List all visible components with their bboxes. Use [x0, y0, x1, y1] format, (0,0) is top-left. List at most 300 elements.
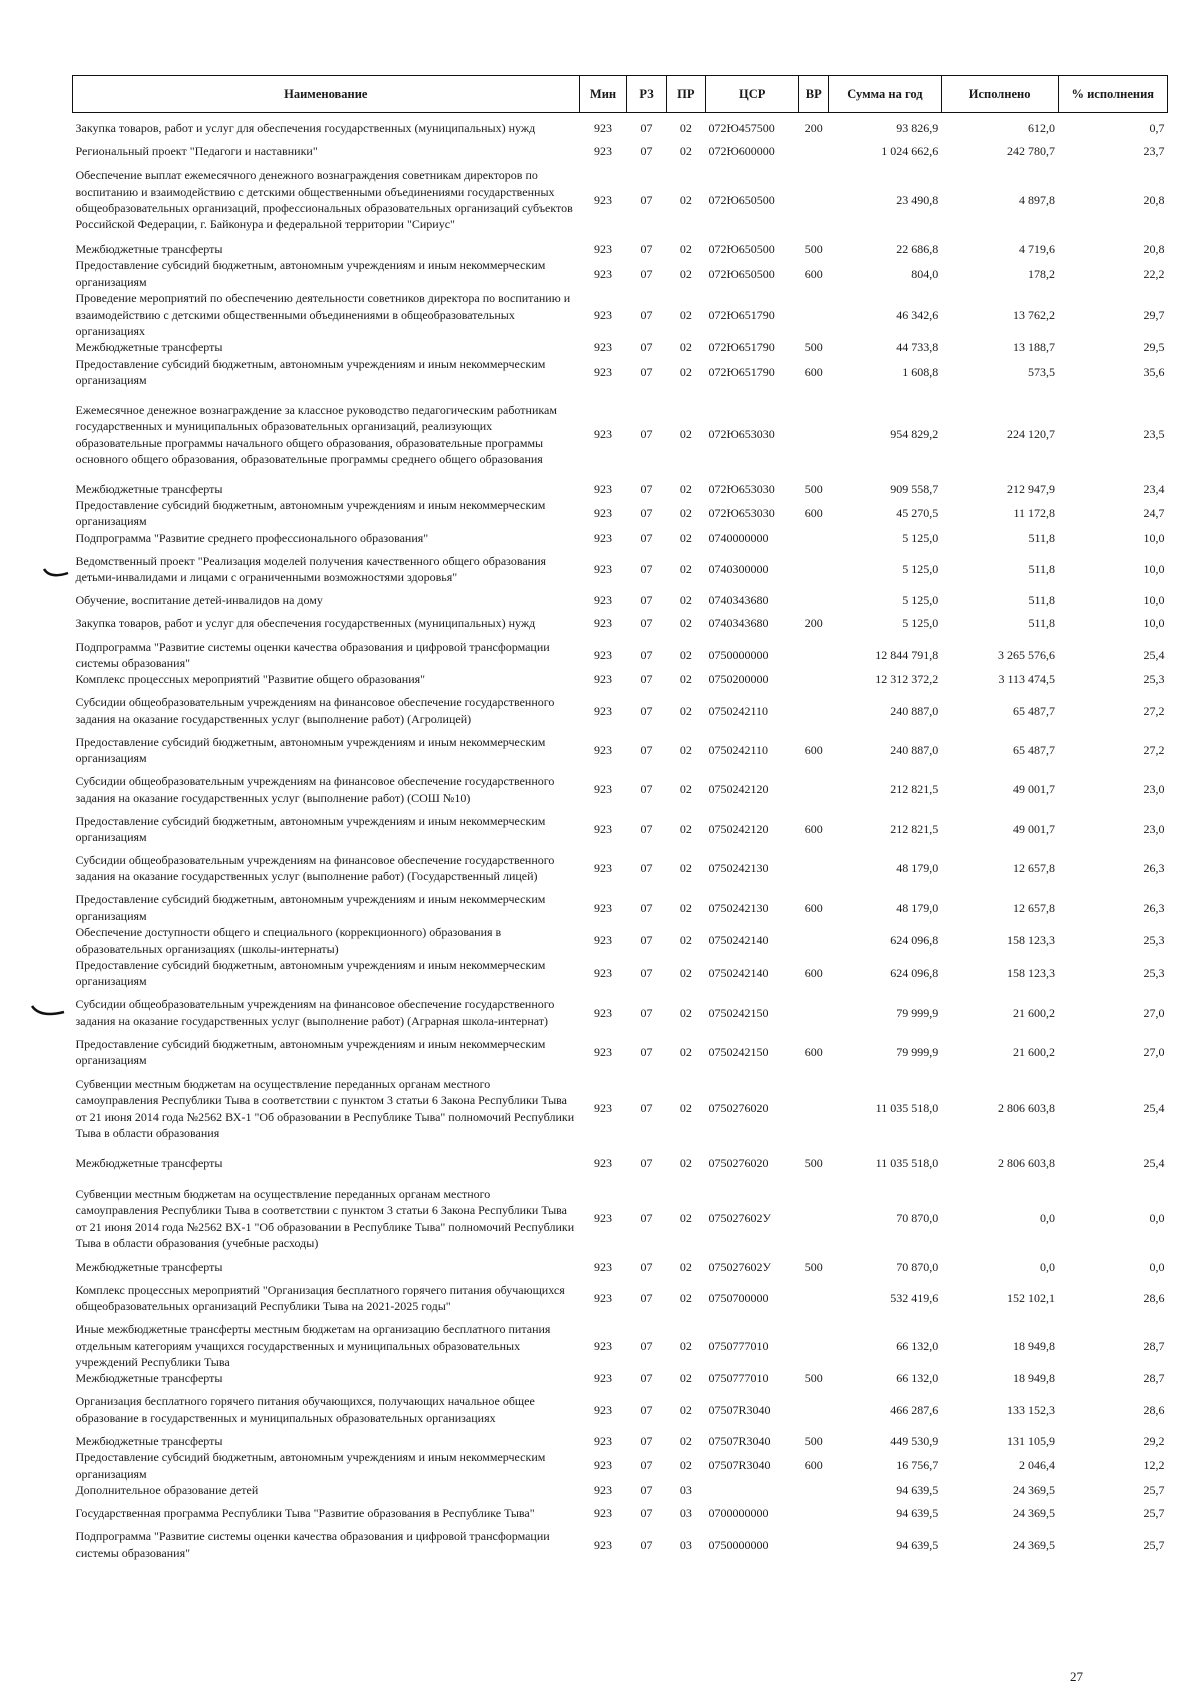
row-vr	[799, 1528, 829, 1561]
row-sum: 12 844 791,8	[875, 647, 939, 662]
row-min: 923	[594, 120, 612, 135]
row-pr: 02	[679, 966, 692, 981]
table-row	[73, 1179, 1168, 1259]
row-pct: 22,2	[1143, 266, 1165, 281]
row-rz: 07	[640, 966, 653, 981]
row-pr: 02	[679, 1433, 692, 1448]
row-done: 224 120,7	[1007, 427, 1056, 442]
column-header-name: Наименование	[73, 76, 580, 113]
row-pr: 02	[679, 1402, 692, 1417]
row-pct: 29,5	[1143, 340, 1165, 355]
row-vr	[799, 546, 829, 592]
row-done: 11 172,8	[1013, 506, 1056, 521]
row-done: 13 762,2	[1013, 307, 1056, 322]
row-pr: 02	[679, 1211, 692, 1226]
row-done: 65 487,7	[1013, 703, 1056, 718]
row-pct: 28,7	[1143, 1338, 1165, 1353]
row-done: 0,0	[1040, 1259, 1056, 1274]
row-csr: 0740343680	[708, 593, 769, 608]
row-pr: 02	[679, 782, 692, 797]
row-name: Комплекс процессных мероприятий "Развитие общего образования"	[75, 672, 426, 687]
row-pr: 02	[679, 241, 692, 256]
row-done: 178,2	[1028, 266, 1056, 281]
row-done: 24 369,5	[1013, 1506, 1056, 1521]
table-row	[73, 1036, 1168, 1069]
row-rz: 07	[640, 861, 653, 876]
row-min: 923	[594, 966, 612, 981]
row-csr: 0750242140	[708, 933, 769, 948]
table-row	[73, 339, 1168, 355]
row-sum: 240 887,0	[890, 743, 939, 758]
row-pct: 25,7	[1143, 1537, 1165, 1552]
row-rz: 07	[640, 266, 653, 281]
row-sum: 624 096,8	[890, 933, 939, 948]
table-row	[73, 767, 1168, 813]
row-vr: 600	[804, 743, 823, 758]
row-csr: 072Ю650500	[708, 192, 775, 207]
row-vr	[799, 1321, 829, 1370]
row-rz: 07	[640, 143, 653, 158]
row-vr	[799, 530, 829, 546]
row-pr: 02	[679, 593, 692, 608]
row-pct: 27,0	[1143, 1045, 1165, 1060]
row-pct: 20,8	[1143, 241, 1165, 256]
row-done: 212 947,9	[1007, 481, 1056, 496]
row-min: 923	[594, 900, 612, 915]
row-min: 923	[594, 1101, 612, 1116]
row-vr: 600	[804, 266, 823, 281]
row-sum: 93 826,9	[896, 120, 939, 135]
row-min: 923	[594, 143, 612, 158]
row-name: Межбюджетные трансферты	[75, 241, 223, 256]
row-done: 12 657,8	[1013, 861, 1056, 876]
row-rz: 07	[640, 427, 653, 442]
row-sum: 94 639,5	[896, 1482, 939, 1497]
row-pct: 10,0	[1143, 593, 1165, 608]
row-vr	[799, 1069, 829, 1149]
row-csr: 0750242140	[708, 966, 769, 981]
table-row	[73, 241, 1168, 257]
row-csr: 072Ю653030	[708, 506, 775, 521]
row-rz: 07	[640, 307, 653, 322]
row-vr: 600	[804, 821, 823, 836]
row-done: 2 806 603,8	[998, 1101, 1056, 1116]
row-sum: 804,0	[911, 266, 939, 281]
table-row	[73, 688, 1168, 734]
table-row	[73, 1498, 1168, 1528]
row-name: Предоставление субсидий бюджетным, автономным учреждениям и иным некоммерческим организациям	[75, 1036, 546, 1068]
row-min: 923	[594, 703, 612, 718]
row-min: 923	[594, 647, 612, 662]
row-rz: 07	[640, 1402, 653, 1417]
row-done: 511,8	[1028, 561, 1056, 576]
row-vr	[799, 1498, 829, 1528]
row-csr: 0750700000	[708, 1290, 769, 1305]
row-name: Закупка товаров, работ и услуг для обеспечения государственных (муниципальных) нужд	[75, 616, 536, 631]
row-name: Предоставление субсидий бюджетным, автономным учреждениям и иным некоммерческим организациям	[75, 734, 546, 766]
row-done: 18 949,8	[1013, 1338, 1056, 1353]
row-sum: 954 829,2	[890, 427, 939, 442]
row-pr: 02	[679, 481, 692, 496]
row-min: 923	[594, 506, 612, 521]
table-row	[73, 1449, 1168, 1482]
row-pct: 10,0	[1143, 561, 1165, 576]
row-pr: 02	[679, 506, 692, 521]
row-done: 158 123,3	[1007, 966, 1056, 981]
page-number: 27	[1070, 1669, 1083, 1684]
table-row	[73, 290, 1168, 339]
row-csr: 0740343680	[708, 616, 769, 631]
row-vr	[799, 688, 829, 734]
row-pct: 25,7	[1143, 1482, 1165, 1497]
row-vr	[799, 671, 829, 687]
row-done: 3 265 576,6	[998, 647, 1056, 662]
row-pct: 0,0	[1149, 1259, 1165, 1274]
row-rz: 07	[640, 1506, 653, 1521]
row-pct: 25,4	[1143, 647, 1165, 662]
row-name: Межбюджетные трансферты	[75, 1259, 223, 1274]
row-min: 923	[594, 340, 612, 355]
row-done: 152 102,1	[1007, 1290, 1056, 1305]
row-pct: 27,2	[1143, 703, 1165, 718]
table-row	[73, 389, 1168, 481]
row-csr: 0740000000	[708, 530, 769, 545]
row-name: Ведомственный проект "Реализация моделей получения качественного общего образования детьми-инвалидами и лицами с ограниченными возможностями здоровья"	[75, 553, 547, 585]
row-csr: 072Ю651790	[708, 340, 775, 355]
row-name: Подпрограмма "Развитие системы оценки качества образования и цифровой трансформации системы образования"	[75, 639, 550, 670]
column-header-csr: ЦСР	[705, 76, 798, 113]
row-done: 21 600,2	[1013, 1045, 1056, 1060]
row-done: 511,8	[1028, 616, 1056, 631]
row-sum: 449 530,9	[890, 1433, 939, 1448]
table-row	[73, 257, 1168, 290]
row-min: 923	[594, 561, 612, 576]
row-vr	[799, 1179, 829, 1259]
row-sum: 79 999,9	[896, 1005, 939, 1020]
margin-check-mark	[30, 1003, 68, 1019]
row-min: 923	[594, 1371, 612, 1386]
row-pr: 02	[679, 900, 692, 915]
row-sum: 5 125,0	[902, 616, 939, 631]
row-done: 65 487,7	[1013, 743, 1056, 758]
row-done: 573,5	[1028, 364, 1056, 379]
row-pr: 02	[679, 340, 692, 355]
row-rz: 07	[640, 1045, 653, 1060]
table-row	[73, 1259, 1168, 1275]
row-sum: 624 096,8	[890, 966, 939, 981]
row-name: Субсидии общеобразовательным учреждениям на финансовое обеспечение государственного задания на оказание государственных услуг (выполнение работ) (СОШ №10)	[75, 774, 555, 805]
row-name: Субсидии общеобразовательным учреждениям на финансовое обеспечение государственного задания на оказание государственных услуг (выполнение работ) (Агролицей)	[75, 695, 555, 726]
row-rz: 07	[640, 1290, 653, 1305]
table-row	[73, 481, 1168, 497]
row-pct: 24,7	[1143, 506, 1165, 521]
row-sum: 66 132,0	[896, 1371, 939, 1386]
row-name: Подпрограмма "Развитие системы оценки качества образования и цифровой трансформации системы образования"	[75, 1529, 550, 1560]
row-csr: 0750242110	[708, 703, 769, 718]
row-sum: 48 179,0	[896, 900, 939, 915]
row-done: 13 188,7	[1013, 340, 1056, 355]
table-row	[73, 1482, 1168, 1498]
row-min: 923	[594, 616, 612, 631]
row-pr: 02	[679, 1005, 692, 1020]
row-rz: 07	[640, 703, 653, 718]
row-sum: 44 733,8	[896, 340, 939, 355]
row-done: 612,0	[1028, 120, 1056, 135]
row-rz: 07	[640, 647, 653, 662]
row-name: Межбюджетные трансферты	[75, 1371, 223, 1386]
row-rz: 07	[640, 672, 653, 687]
row-pct: 25,4	[1143, 1156, 1165, 1171]
row-rz: 07	[640, 1101, 653, 1116]
row-sum: 532 419,6	[890, 1290, 939, 1305]
row-vr	[799, 1387, 829, 1433]
row-name: Субсидии общеобразовательным учреждениям на финансовое обеспечение государственного задания на оказание государственных услуг (выполнение работ) (Аграрная школа-интернат)	[75, 997, 555, 1028]
row-vr	[799, 767, 829, 813]
table-body	[73, 113, 1168, 1562]
row-pct: 23,7	[1143, 143, 1165, 158]
row-pr: 02	[679, 672, 692, 687]
row-pr: 02	[679, 1290, 692, 1305]
row-sum: 1 608,8	[902, 364, 939, 379]
row-pr: 02	[679, 1045, 692, 1060]
row-csr: 0750777010	[708, 1338, 769, 1353]
row-pr: 03	[679, 1506, 692, 1521]
row-vr: 600	[804, 966, 823, 981]
row-pct: 35,6	[1143, 364, 1165, 379]
row-rz: 07	[640, 192, 653, 207]
row-vr: 600	[804, 1458, 823, 1473]
row-done: 12 657,8	[1013, 900, 1056, 915]
row-rz: 07	[640, 1211, 653, 1226]
row-rz: 07	[640, 120, 653, 135]
row-pct: 29,2	[1143, 1433, 1165, 1448]
row-name: Государственная программа Республики Тыва "Развитие образования в Республике Тыва"	[75, 1506, 535, 1521]
row-sum: 70 870,0	[896, 1211, 939, 1226]
row-rz: 07	[640, 364, 653, 379]
row-min: 923	[594, 593, 612, 608]
row-rz: 07	[640, 1371, 653, 1386]
row-vr: 600	[804, 900, 823, 915]
row-min: 923	[594, 1045, 612, 1060]
row-min: 923	[594, 821, 612, 836]
row-csr: 0750242150	[708, 1005, 769, 1020]
table-row	[73, 1321, 1168, 1370]
row-min: 923	[594, 266, 612, 281]
row-min: 923	[594, 241, 612, 256]
row-rz: 07	[640, 1156, 653, 1171]
row-sum: 79 999,9	[896, 1045, 939, 1060]
row-csr: 07507R3040	[708, 1433, 771, 1448]
row-pct: 23,5	[1143, 427, 1165, 442]
row-vr	[799, 592, 829, 608]
row-name: Ежемесячное денежное вознаграждение за классное руководство педагогическим работникам государственных и муниципальных образовательных организаций, реализующих образовательные программы начального общего образования, образовательные программы основного общего образования, образовательные программы среднего общего образования	[75, 402, 557, 466]
row-min: 923	[594, 1005, 612, 1020]
row-rz: 07	[640, 561, 653, 576]
row-vr: 200	[804, 616, 823, 631]
row-csr: 075027602У	[708, 1211, 771, 1226]
row-pr: 02	[679, 427, 692, 442]
row-done: 49 001,7	[1013, 821, 1056, 836]
row-pr: 02	[679, 616, 692, 631]
table-row	[73, 530, 1168, 546]
row-name: Межбюджетные трансферты	[75, 340, 223, 355]
table-row	[73, 957, 1168, 990]
table-row	[73, 592, 1168, 608]
row-min: 923	[594, 933, 612, 948]
row-sum: 16 756,7	[896, 1458, 939, 1473]
table-row	[73, 671, 1168, 687]
row-sum: 94 639,5	[896, 1506, 939, 1521]
row-name: Дополнительное образование детей	[75, 1482, 259, 1497]
row-rz: 07	[640, 1338, 653, 1353]
row-pct: 25,7	[1143, 1506, 1165, 1521]
row-csr: 072Ю650500	[708, 266, 775, 281]
row-csr: 07507R3040	[708, 1402, 771, 1417]
row-sum: 11 035 518,0	[875, 1156, 939, 1171]
row-vr: 600	[804, 364, 823, 379]
row-vr	[799, 290, 829, 339]
row-name: Предоставление субсидий бюджетным, автономным учреждениям и иным некоммерческим организациям	[75, 356, 546, 388]
table-row	[73, 143, 1168, 159]
row-done: 24 369,5	[1013, 1537, 1056, 1552]
row-name: Межбюджетные трансферты	[75, 481, 223, 496]
row-done: 131 105,9	[1007, 1433, 1056, 1448]
row-pr: 02	[679, 561, 692, 576]
row-name: Межбюджетные трансферты	[75, 1433, 223, 1448]
row-csr: 0750000000	[708, 1537, 769, 1552]
row-sum: 12 312 372,2	[875, 672, 939, 687]
row-min: 923	[594, 1338, 612, 1353]
row-rz: 07	[640, 1537, 653, 1552]
row-done: 2 806 603,8	[998, 1156, 1056, 1171]
row-csr: 072Ю651790	[708, 364, 775, 379]
row-name: Организация бесплатного горячего питания обучающихся, получающих начальное общее образование в государственных и муниципальных образовательных организациях	[75, 1394, 535, 1425]
table-row	[73, 990, 1168, 1036]
row-rz: 07	[640, 743, 653, 758]
table-row	[73, 891, 1168, 924]
row-pct: 20,8	[1143, 192, 1165, 207]
row-pr: 02	[679, 647, 692, 662]
row-pr: 02	[679, 1458, 692, 1473]
row-csr: 075027602У	[708, 1259, 771, 1274]
column-header-rz: РЗ	[627, 76, 666, 113]
row-min: 923	[594, 307, 612, 322]
column-header-pr: ПР	[666, 76, 705, 113]
row-pct: 27,2	[1143, 743, 1165, 758]
row-done: 49 001,7	[1013, 782, 1056, 797]
row-rz: 07	[640, 506, 653, 521]
table-row	[73, 1387, 1168, 1433]
row-min: 923	[594, 672, 612, 687]
row-vr	[799, 143, 829, 159]
row-min: 923	[594, 1482, 612, 1497]
row-pct: 0,0	[1149, 1211, 1165, 1226]
row-csr: 0750242110	[708, 743, 769, 758]
row-csr: 0750276020	[708, 1156, 769, 1171]
row-vr	[799, 159, 829, 241]
row-pct: 0,7	[1149, 120, 1165, 135]
row-sum: 909 558,7	[890, 481, 939, 496]
row-pct: 29,7	[1143, 307, 1165, 322]
row-pr: 02	[679, 192, 692, 207]
row-done: 4 897,8	[1019, 192, 1056, 207]
row-pr: 02	[679, 1371, 692, 1386]
row-vr	[799, 1482, 829, 1498]
row-pct: 10,0	[1143, 616, 1165, 631]
row-done: 133 152,3	[1007, 1402, 1056, 1417]
margin-check-mark	[42, 565, 72, 581]
row-sum: 23 490,8	[896, 192, 939, 207]
row-pr: 02	[679, 266, 692, 281]
row-csr	[705, 1482, 798, 1498]
row-name: Предоставление субсидий бюджетным, автономным учреждениям и иным некоммерческим организациям	[75, 958, 546, 989]
table-row	[73, 1069, 1168, 1149]
row-name: Обеспечение выплат ежемесячного денежного вознаграждения советникам директоров по воспитанию и взаимодействию с детскими общественными объединениями государственных общеобразовательных организаций, профессиональных образовательных организаций субъектов Российской Федерации, г. Байконура и федеральной территории "Сириус"	[75, 168, 573, 232]
row-sum: 212 821,5	[890, 821, 939, 836]
row-min: 923	[594, 1259, 612, 1274]
row-min: 923	[594, 481, 612, 496]
table-row	[73, 1370, 1168, 1386]
row-sum: 11 035 518,0	[875, 1101, 939, 1116]
row-pr: 02	[679, 1259, 692, 1274]
row-pct: 25,3	[1143, 933, 1165, 948]
table-row	[73, 924, 1168, 957]
row-pr: 02	[679, 307, 692, 322]
row-done: 242 780,7	[1007, 143, 1056, 158]
table-row	[73, 1275, 1168, 1321]
row-rz: 07	[640, 1482, 653, 1497]
row-done: 511,8	[1028, 530, 1056, 545]
row-sum: 212 821,5	[890, 782, 939, 797]
row-name: Проведение мероприятий по обеспечению деятельности советников директора по воспитанию и взаимодействию с детскими общественными объединениями в общеобразовательных организациях	[75, 291, 571, 338]
row-csr: 0750777010	[708, 1371, 769, 1386]
row-sum: 466 287,6	[890, 1402, 939, 1417]
row-vr	[799, 845, 829, 891]
row-min: 923	[594, 530, 612, 545]
row-name: Предоставление субсидий бюджетным, автономным учреждениям и иным некоммерческим организациям	[75, 892, 546, 923]
row-min: 923	[594, 1537, 612, 1552]
row-pct: 25,3	[1143, 672, 1165, 687]
row-min: 923	[594, 782, 612, 797]
row-min: 923	[594, 1506, 612, 1521]
table-row	[73, 845, 1168, 891]
row-pr: 02	[679, 1156, 692, 1171]
row-pct: 12,2	[1143, 1458, 1165, 1473]
row-csr: 0750242120	[708, 782, 769, 797]
row-name: Предоставление субсидий бюджетным, автономным учреждениям и иным некоммерческим организациям	[75, 1450, 546, 1481]
row-sum: 5 125,0	[902, 593, 939, 608]
row-name: Иные межбюджетные трансферты местным бюджетам на организацию бесплатного питания отдельным категориям учащихся государственных и муниципальных образовательных учреждений Республики Тыва	[75, 1322, 551, 1369]
row-done: 158 123,3	[1007, 933, 1056, 948]
row-done: 4 719,6	[1019, 241, 1056, 256]
column-header-min: Мин	[579, 76, 627, 113]
row-rz: 07	[640, 1433, 653, 1448]
row-sum: 240 887,0	[890, 703, 939, 718]
row-sum: 5 125,0	[902, 561, 939, 576]
table-row	[73, 813, 1168, 846]
row-min: 923	[594, 427, 612, 442]
row-min: 923	[594, 743, 612, 758]
column-header-sum: Сумма на год	[829, 76, 942, 113]
row-vr: 600	[804, 1045, 823, 1060]
row-name: Обучение, воспитание детей-инвалидов на дому	[75, 593, 323, 608]
row-csr: 0750242130	[708, 900, 769, 915]
row-pr: 03	[679, 1537, 692, 1552]
row-pr: 02	[679, 743, 692, 758]
row-pct: 23,0	[1143, 821, 1165, 836]
row-vr: 500	[804, 340, 823, 355]
row-rz: 07	[640, 1005, 653, 1020]
